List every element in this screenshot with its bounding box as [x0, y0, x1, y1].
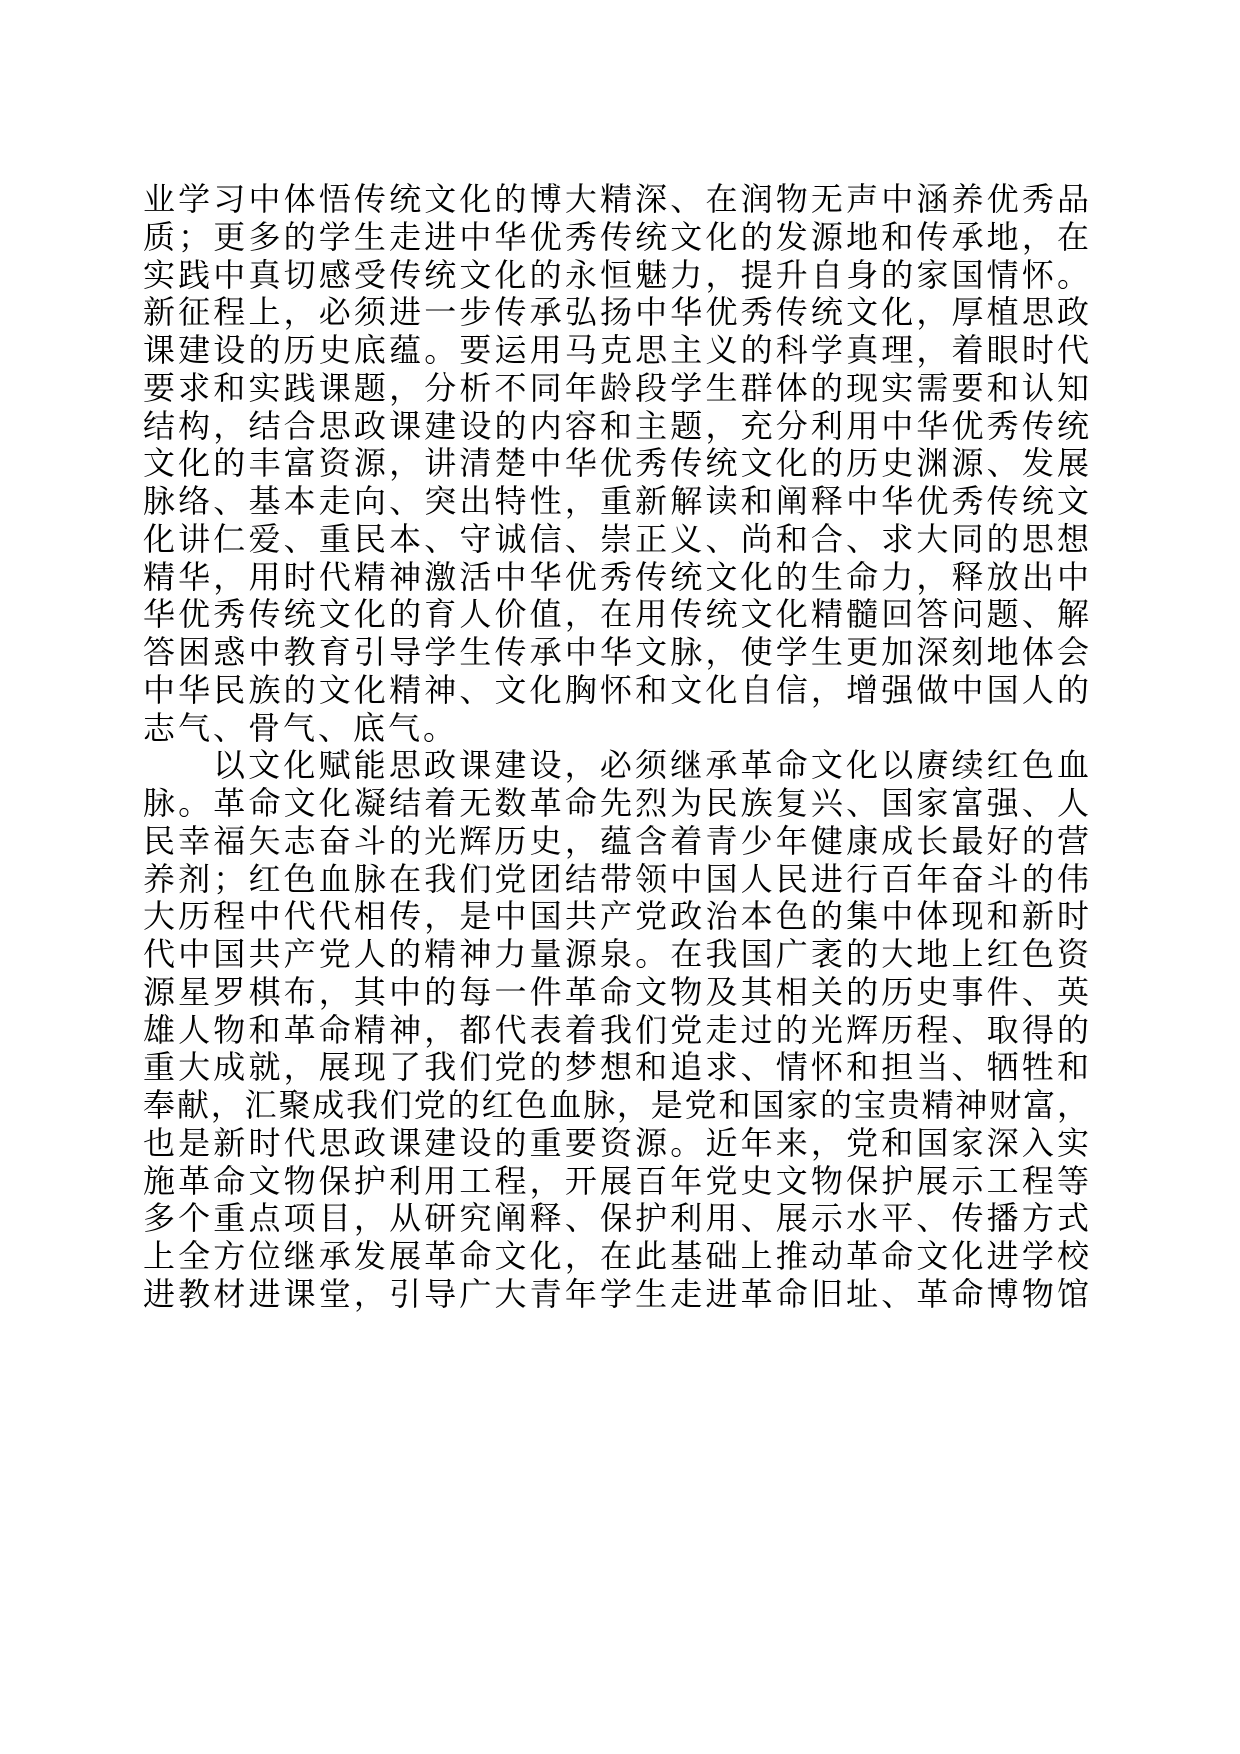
- text-line: 结构，结合思政课建设的内容和主题，充分利用中华优秀传统: [143, 406, 1089, 445]
- text-line: 实践中真切感受传统文化的永恒魅力，提升自身的家国情怀。: [143, 255, 1089, 294]
- paragraph-revolutionary-culture: [143, 747, 1089, 1313]
- text-line: 也是新时代思政课建设的重要资源。近年来，党和国家深入实: [143, 1123, 1089, 1162]
- text-line: 源星罗棋布，其中的每一件革命文物及其相关的历史事件、英: [143, 972, 1089, 1011]
- text-line: 雄人物和革命精神，都代表着我们党走过的光辉历程、取得的: [143, 1010, 1089, 1049]
- text-line: 以文化赋能思政课建设，必须继承革命文化以赓续红色血: [213, 746, 1089, 785]
- text-line: 进教材进课堂，引导广大青年学生走进革命旧址、革命博物馆: [143, 1274, 1089, 1313]
- text-line: 大历程中代代相传，是中国共产党政治本色的集中体现和新时: [143, 897, 1089, 936]
- text-line: 精华，用时代精神激活中华优秀传统文化的生命力，释放出中: [143, 557, 1089, 596]
- text-line: 多个重点项目，从研究阐释、保护利用、展示水平、传播方式: [143, 1199, 1089, 1238]
- text-line: 重大成就，展现了我们党的梦想和追求、情怀和担当、牺牲和: [143, 1048, 1089, 1087]
- text-line: 新征程上，必须进一步传承弘扬中华优秀传统文化，厚植思政: [143, 293, 1089, 332]
- text-line: 养剂；红色血脉在我们党团结带领中国人民进行百年奋斗的伟: [143, 859, 1089, 898]
- text-line: 民幸福矢志奋斗的光辉历史，蕴含着青少年健康成长最好的营: [143, 821, 1089, 860]
- text-line: 志气、骨气、底气。: [143, 708, 459, 747]
- text-line: 代中国共产党人的精神力量源泉。在我国广袤的大地上红色资: [143, 935, 1089, 973]
- text-line: 脉。革命文化凝结着无数革命先烈为民族复兴、国家富强、人: [143, 784, 1089, 822]
- text-line: 施革命文物保护利用工程，开展百年党史文物保护展示工程等: [143, 1161, 1089, 1200]
- text-line: 答困惑中教育引导学生传承中华文脉，使学生更加深刻地体会: [143, 633, 1089, 671]
- text-line: 质；更多的学生走进中华优秀传统文化的发源地和传承地，在: [143, 217, 1089, 256]
- text-line: 要求和实践课题，分析不同年龄段学生群体的现实需要和认知: [143, 368, 1089, 407]
- text-line: 化讲仁爱、重民本、守诚信、崇正义、尚和合、求大同的思想: [143, 519, 1089, 558]
- text-line: 课建设的历史底蕴。要运用马克思主义的科学真理，着眼时代: [143, 331, 1089, 369]
- text-body: [143, 181, 1089, 1314]
- text-line: 华优秀传统文化的育人价值，在用传统文化精髓回答问题、解: [143, 595, 1089, 634]
- paragraph-continued: [143, 181, 1089, 747]
- text-line: 中华民族的文化精神、文化胸怀和文化自信，增强做中国人的: [143, 670, 1089, 709]
- text-line: 上全方位继承发展革命文化，在此基础上推动革命文化进学校: [143, 1237, 1089, 1275]
- text-line: 奉献，汇聚成我们党的红色血脉，是党和国家的宝贵精神财富，: [143, 1086, 1089, 1124]
- text-line: 文化的丰富资源，讲清楚中华优秀传统文化的历史渊源、发展: [143, 444, 1089, 483]
- text-line: 脉络、基本走向、突出特性，重新解读和阐释中华优秀传统文: [143, 482, 1089, 520]
- text-line: 业学习中体悟传统文化的博大精深、在润物无声中涵养优秀品: [143, 180, 1089, 218]
